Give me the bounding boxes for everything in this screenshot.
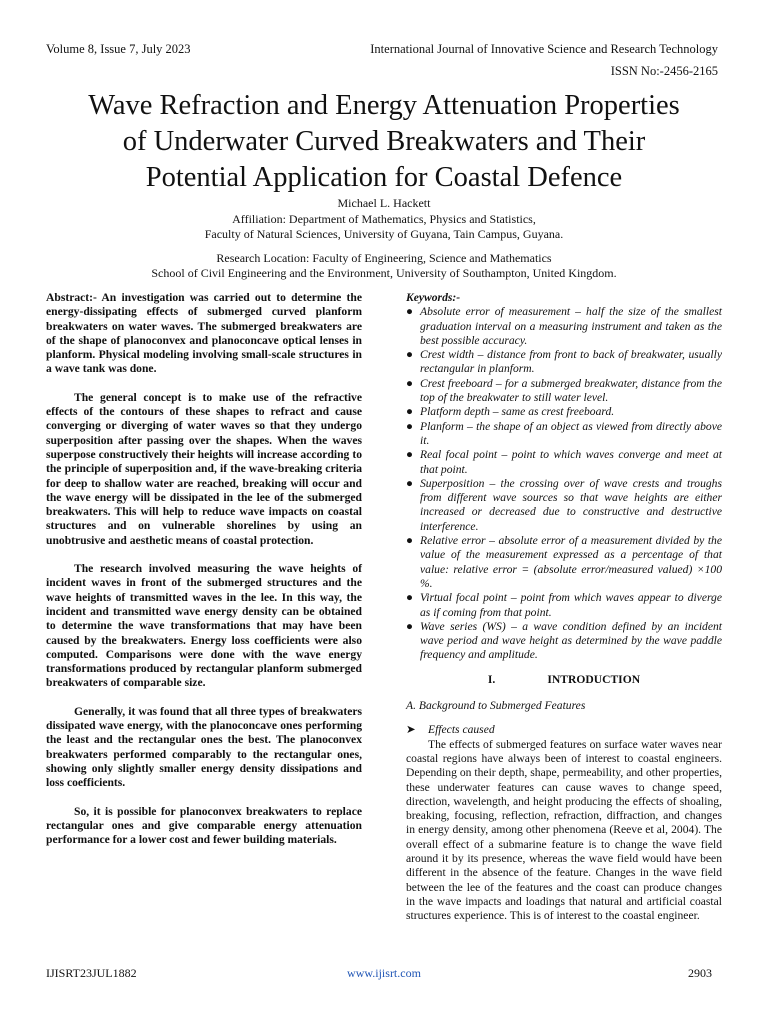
journal-url-link[interactable]: www.ijisrt.com	[347, 966, 421, 980]
keyword-item	[406, 405, 722, 419]
keyword-text: Absolute error of measurement – half the size of the smallest graduation interval on a measuring instrument and taken as the best possible accuracy.	[420, 305, 722, 347]
volume-issue: Volume 8, Issue 7, July 2023	[46, 42, 191, 56]
section-number: I.	[487, 672, 496, 686]
bullet-icon: ●	[406, 405, 414, 419]
bullet-icon: ●	[406, 376, 414, 390]
subsubsection-title: Effects caused	[428, 723, 495, 737]
section-title: INTRODUCTION	[547, 672, 641, 686]
keyword-text: Crest freeboard – for a submerged breakwater, distance from the top of the breakwater to still water level.	[420, 376, 722, 405]
keyword-item	[406, 420, 722, 449]
keyword-text: Planform – the shape of an object as viewed from directly above it.	[420, 419, 722, 447]
affiliation-line: Affiliation: Department of Mathematics, Physics and Statistics,	[232, 211, 536, 226]
bullet-icon: ●	[406, 476, 414, 490]
research-location-line: School of Civil Engineering and the Environment, University of Southampton, United Kingdom.	[151, 266, 617, 280]
abstract-paragraph: The research involved measuring the wave heights of incident waves in front of the submerged structures and the wave heights of transmitted waves in the lee. In this way, the incident and transmitted wave energy density can be obtained to determine the wave transformations that may have been caused by the breakwaters. Energy loss coefficients were also computed. Comparisons were done with the wave energy transformations produced by rectangular planform submerged breakwaters of comparable size.	[46, 562, 362, 690]
bullet-icon: ●	[406, 305, 414, 319]
abstract-paragraph: Abstract:- An investigation was carried out to determine the energy-dissipating effects of submerged curved planform breakwaters on water waves. The submerged breakwaters are of the shape of planoconvex and planoconcave optical lenses in planform. Physical modeling involving small-scale structures in a wave tank was done.	[46, 291, 362, 376]
keyword-item	[406, 477, 722, 534]
page-number: 2903	[688, 966, 712, 980]
abstract-paragraph: Generally, it was found that all three types of breakwaters dissipated wave energy, with the planoconcave ones performing the least and the rectangular ones the best. The planoconvex breakwaters performed comparably to the rectangular ones, showing only slightly smaller energy density dissipations and loss coefficients.	[46, 704, 362, 790]
arrow-icon: ➤	[406, 723, 416, 737]
bullet-icon: ●	[406, 619, 414, 633]
title-line: of Underwater Curved Breakwaters and Their	[122, 126, 646, 157]
keyword-text: Superposition – the crossing over of wave crests and troughs from different wave sources so that wave heights are either increased or decreased due to constructive and destructive interference.	[420, 476, 722, 533]
abstract-paragraph: The general concept is to make use of the refractive effects of the contours of these shapes to refract and cause converging or diverging of water waves so that they undergo superposition after passing over the shapes. When the waves superpose constructively their heights will increase according to the principle of superposition and, if the wave-breaking criteria for deep to shallow water are reached, breaking will occur and the wave energy will be dissipated in the lee of the submerged breakwaters. This will help to reduce wave impacts on coastal structures and on vulnerable shorelines by using an unobtrusive and aesthetic means of coastal protection.	[46, 390, 362, 547]
keyword-text: Wave series (WS) – a wave condition defined by an incident wave period and wave height as determined by the wave paddle frequency and amplitude.	[420, 619, 722, 662]
keyword-item	[406, 591, 722, 620]
section-heading	[406, 673, 722, 687]
issn: ISSN No:-2456-2165	[610, 64, 718, 78]
title-line: Wave Refraction and Energy Attenuation Properties	[88, 90, 680, 121]
subsection-heading: A. Background to Submerged Features	[406, 699, 586, 713]
affiliation-line: Faculty of Natural Sciences, University of Guyana, Tain Campus, Guyana.	[204, 227, 564, 241]
keyword-item	[406, 348, 722, 377]
bullet-icon: ●	[406, 419, 414, 433]
paper-code: IJISRT23JUL1882	[46, 966, 137, 980]
keyword-item	[406, 377, 722, 406]
bullet-icon: ●	[406, 534, 414, 548]
bullet-icon: ●	[406, 448, 414, 462]
bullet-icon: ●	[406, 348, 414, 362]
bullet-icon: ●	[406, 591, 414, 605]
right-column	[406, 291, 722, 923]
keyword-item	[406, 534, 722, 591]
subsubsection-heading	[406, 723, 722, 737]
body-paragraph: The effects of submerged features on surface water waves near coastal regions have always been of interest to coastal engineers. Depending on their depth, shape, permeability, and other properties, these underwater features can cause waves to change speed, direction, wavelength, and height producing the effects of shoaling, breaking, focusing, reflection, refraction, diffraction, and changes in energy density, among other phenomena (Reeve et al, 2004). The overall effect of a submarine feature is to change the wave field around it by its presence, whereas the wave field would have been different in the absence of the feature. Changes in the wave field between the lee of the features and the coast can produce changes in the wave impacts and loadings that natural and artificial coastal structures experience. This is of interest to the coastal engineer.	[406, 737, 722, 923]
keyword-text: Crest width – distance from front to back of breakwater, usually rectangular in planform.	[420, 348, 722, 376]
journal-name: International Journal of Innovative Science and Research Technology	[370, 42, 718, 56]
keyword-item	[406, 305, 722, 348]
keyword-text: Virtual focal point – point from which waves appear to diverge as if coming from that point.	[420, 591, 722, 619]
keywords-list	[406, 305, 722, 662]
paper-title	[40, 88, 728, 196]
author-name: Michael L. Hackett	[337, 196, 431, 210]
keyword-text: Real focal point – point to which waves converge and meet at that point.	[420, 448, 722, 476]
abstract-column	[46, 291, 362, 861]
keyword-text: Relative error – absolute error of a measurement divided by the value of the measurement expressed as a percentage of that value: relative error = (absolute error/measured valued) ×100 %.	[420, 534, 722, 590]
abstract-paragraph: So, it is possible for planoconvex breakwaters to replace rectangular ones and give comparable energy attenuation performance for a lower cost and fewer building materials.	[46, 804, 362, 847]
keyword-text: Platform depth – same as crest freeboard.	[420, 405, 615, 419]
keywords-heading: Keywords:-	[406, 291, 461, 304]
author-block	[0, 196, 768, 282]
keyword-item	[406, 448, 722, 477]
keyword-item	[406, 620, 722, 663]
research-location-line: Research Location: Faculty of Engineering, Science and Mathematics	[216, 250, 552, 265]
title-line: Potential Application for Coastal Defence	[145, 162, 623, 193]
